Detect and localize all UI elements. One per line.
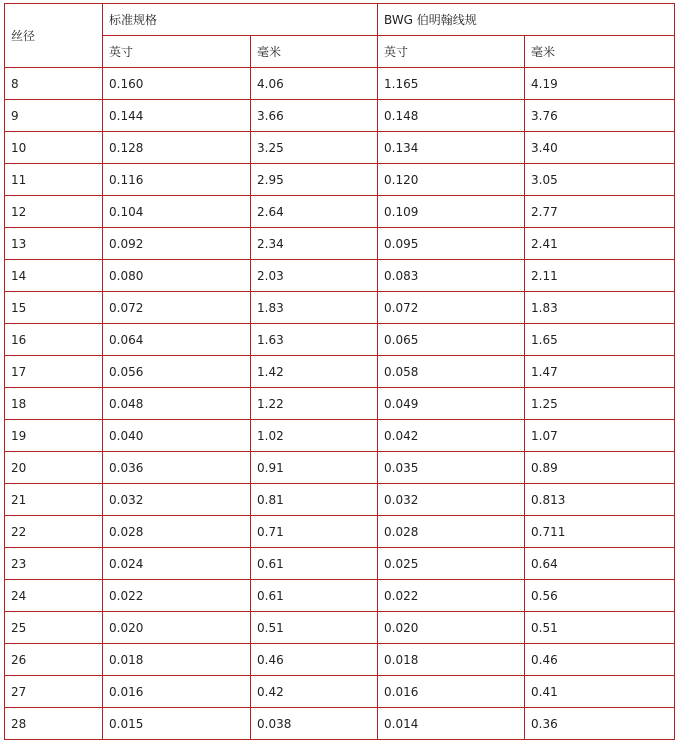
cell-bwg-inch: 0.095 [378,228,525,260]
cell-bwg-mm: 2.41 [525,228,675,260]
cell-std-mm: 0.51 [251,612,378,644]
cell-std-mm: 0.46 [251,644,378,676]
cell-bwg-mm: 4.19 [525,68,675,100]
cell-gauge: 20 [5,452,103,484]
cell-bwg-mm: 0.813 [525,484,675,516]
cell-std-mm: 0.81 [251,484,378,516]
cell-gauge: 14 [5,260,103,292]
cell-bwg-mm: 2.77 [525,196,675,228]
cell-std-mm: 0.91 [251,452,378,484]
cell-std-mm: 1.83 [251,292,378,324]
cell-std-inch: 0.064 [103,324,251,356]
cell-gauge: 16 [5,324,103,356]
cell-bwg-inch: 0.072 [378,292,525,324]
cell-std-mm: 3.66 [251,100,378,132]
header-bwg: BWG 伯明翰线规 [378,4,675,36]
table-row [5,676,675,708]
cell-std-inch: 0.144 [103,100,251,132]
cell-gauge: 10 [5,132,103,164]
cell-bwg-mm: 1.47 [525,356,675,388]
cell-std-mm: 1.63 [251,324,378,356]
cell-std-inch: 0.024 [103,548,251,580]
cell-bwg-inch: 0.134 [378,132,525,164]
cell-bwg-inch: 0.042 [378,420,525,452]
header-row-1 [5,4,675,36]
cell-bwg-mm: 3.76 [525,100,675,132]
cell-gauge: 27 [5,676,103,708]
table-row [5,484,675,516]
table-row [5,292,675,324]
cell-std-inch: 0.080 [103,260,251,292]
cell-std-mm: 0.61 [251,548,378,580]
cell-std-inch: 0.032 [103,484,251,516]
cell-std-mm: 0.71 [251,516,378,548]
table-row [5,452,675,484]
table-row [5,420,675,452]
cell-bwg-mm: 3.40 [525,132,675,164]
cell-bwg-inch: 0.025 [378,548,525,580]
cell-bwg-inch: 0.058 [378,356,525,388]
cell-bwg-mm: 0.56 [525,580,675,612]
cell-gauge: 17 [5,356,103,388]
cell-bwg-inch: 0.049 [378,388,525,420]
cell-gauge: 9 [5,100,103,132]
cell-std-inch: 0.018 [103,644,251,676]
cell-std-inch: 0.040 [103,420,251,452]
cell-std-inch: 0.015 [103,708,251,740]
cell-gauge: 19 [5,420,103,452]
cell-gauge: 12 [5,196,103,228]
cell-std-mm: 3.25 [251,132,378,164]
cell-bwg-inch: 0.018 [378,644,525,676]
table-body [5,68,675,740]
cell-bwg-mm: 0.89 [525,452,675,484]
cell-std-inch: 0.020 [103,612,251,644]
header-row-2 [5,36,675,68]
table-row [5,388,675,420]
cell-std-inch: 0.092 [103,228,251,260]
table-row [5,612,675,644]
header-gauge: 丝径 [5,4,103,68]
cell-bwg-inch: 0.120 [378,164,525,196]
cell-std-inch: 0.028 [103,516,251,548]
cell-bwg-mm: 0.46 [525,644,675,676]
cell-std-mm: 2.95 [251,164,378,196]
cell-bwg-inch: 0.032 [378,484,525,516]
table-row [5,644,675,676]
cell-bwg-mm: 0.711 [525,516,675,548]
cell-bwg-inch: 0.020 [378,612,525,644]
cell-std-mm: 0.038 [251,708,378,740]
table-row [5,516,675,548]
cell-std-mm: 2.64 [251,196,378,228]
cell-bwg-inch: 0.022 [378,580,525,612]
cell-bwg-inch: 0.083 [378,260,525,292]
cell-bwg-inch: 0.109 [378,196,525,228]
header-bwg-inch: 英寸 [378,36,525,68]
cell-gauge: 23 [5,548,103,580]
cell-std-inch: 0.056 [103,356,251,388]
cell-std-mm: 2.34 [251,228,378,260]
cell-bwg-mm: 1.65 [525,324,675,356]
cell-bwg-inch: 0.016 [378,676,525,708]
table-row [5,324,675,356]
cell-std-inch: 0.160 [103,68,251,100]
cell-gauge: 15 [5,292,103,324]
cell-std-inch: 0.072 [103,292,251,324]
cell-bwg-mm: 0.41 [525,676,675,708]
cell-bwg-mm: 1.83 [525,292,675,324]
cell-bwg-inch: 0.065 [378,324,525,356]
cell-bwg-mm: 3.05 [525,164,675,196]
cell-gauge: 13 [5,228,103,260]
table-row [5,68,675,100]
cell-std-mm: 0.42 [251,676,378,708]
cell-bwg-inch: 0.148 [378,100,525,132]
header-std-mm: 毫米 [251,36,378,68]
cell-std-inch: 0.016 [103,676,251,708]
cell-std-inch: 0.104 [103,196,251,228]
table-row [5,356,675,388]
cell-gauge: 8 [5,68,103,100]
table-row [5,260,675,292]
header-std-inch: 英寸 [103,36,251,68]
cell-gauge: 11 [5,164,103,196]
cell-std-mm: 1.02 [251,420,378,452]
cell-std-inch: 0.048 [103,388,251,420]
cell-gauge: 22 [5,516,103,548]
cell-std-mm: 0.61 [251,580,378,612]
wire-gauge-table [4,3,675,740]
cell-gauge: 18 [5,388,103,420]
cell-std-inch: 0.116 [103,164,251,196]
cell-bwg-mm: 0.51 [525,612,675,644]
table-row [5,708,675,740]
cell-bwg-inch: 0.014 [378,708,525,740]
cell-gauge: 25 [5,612,103,644]
table-row [5,196,675,228]
cell-bwg-mm: 0.36 [525,708,675,740]
cell-std-mm: 1.22 [251,388,378,420]
table-row [5,164,675,196]
table-row [5,228,675,260]
cell-bwg-mm: 1.07 [525,420,675,452]
cell-gauge: 24 [5,580,103,612]
cell-bwg-mm: 1.25 [525,388,675,420]
cell-std-mm: 4.06 [251,68,378,100]
cell-gauge: 26 [5,644,103,676]
header-standard: 标准规格 [103,4,378,36]
cell-gauge: 28 [5,708,103,740]
cell-std-inch: 0.022 [103,580,251,612]
cell-std-inch: 0.128 [103,132,251,164]
gauge-table-container [4,3,675,740]
table-row [5,132,675,164]
header-bwg-mm: 毫米 [525,36,675,68]
cell-std-mm: 2.03 [251,260,378,292]
cell-bwg-inch: 1.165 [378,68,525,100]
cell-bwg-inch: 0.035 [378,452,525,484]
cell-bwg-inch: 0.028 [378,516,525,548]
table-row [5,548,675,580]
cell-bwg-mm: 0.64 [525,548,675,580]
cell-std-inch: 0.036 [103,452,251,484]
cell-bwg-mm: 2.11 [525,260,675,292]
table-row [5,580,675,612]
table-row [5,100,675,132]
cell-std-mm: 1.42 [251,356,378,388]
cell-gauge: 21 [5,484,103,516]
